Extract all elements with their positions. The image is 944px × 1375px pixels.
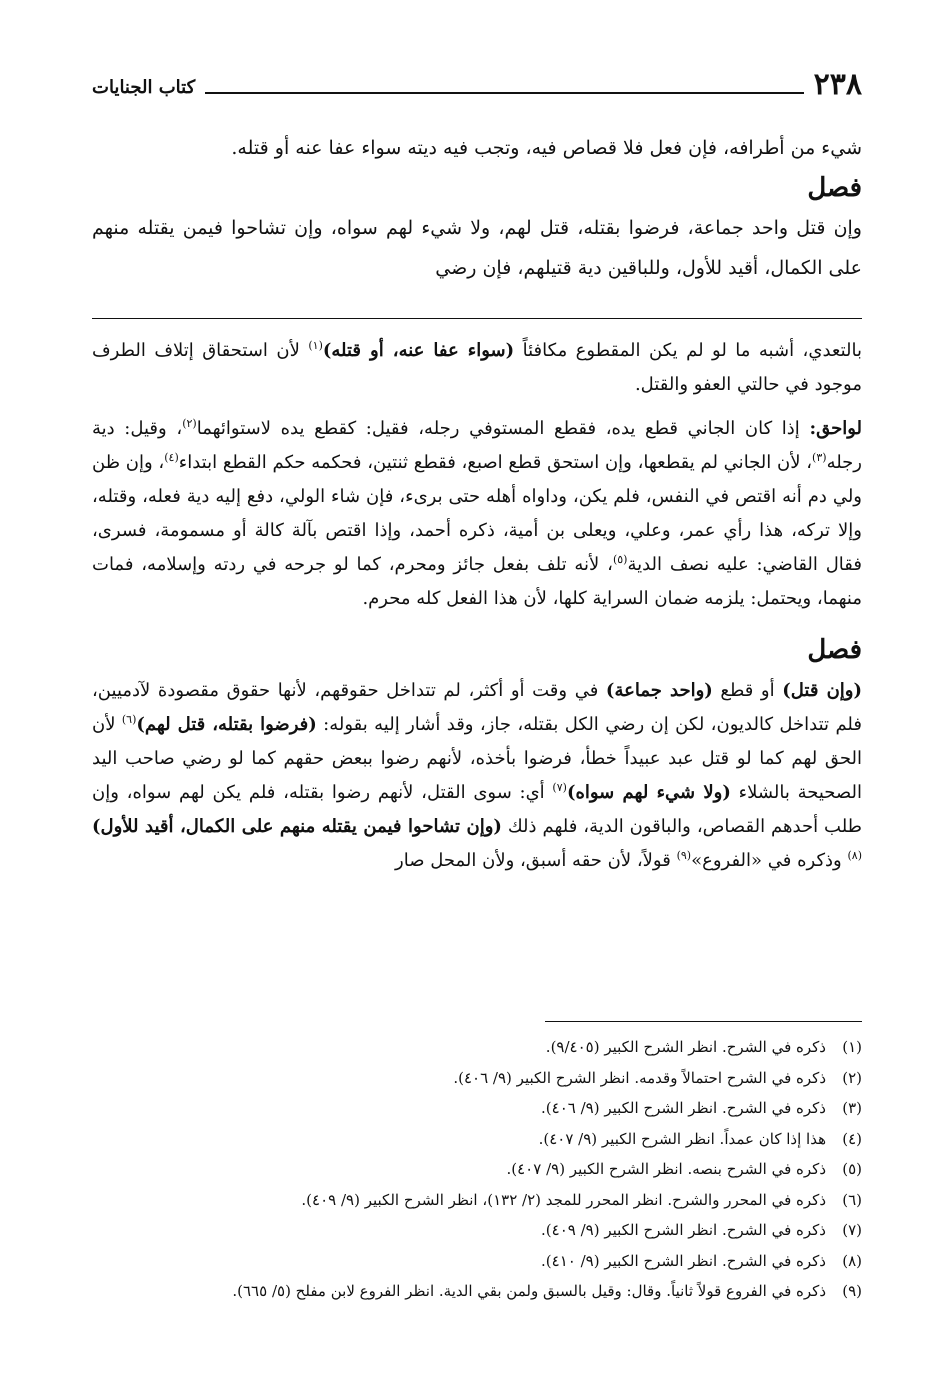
text-run: ، لأن الجاني لم يقطعها، وإن استحق قطع اصبع، فقطع ثنتين، فحكمه حكم القطع ابتداء: [178, 452, 813, 473]
text-run: ، لأنه تلف بفعل جائز ومحرم، كما لو جرحه في ردته وإسلامه، فمات منهما، ويحتمل: يلزمه ضمان السراية كلها، لأن هذا الفعل كله محرم.: [92, 554, 862, 609]
footnote-ref: (٥): [612, 553, 628, 566]
section-heading: [92, 168, 862, 208]
book-page: [92, 0, 862, 1375]
footnotes: [92, 1032, 862, 1307]
footnote-item: [92, 1154, 862, 1185]
footnote-number: (٤): [842, 1129, 862, 1148]
footnote-text: ذكره في الشرح احتمالاً وقدمه. انظر الشرح الكبير (٩/ ٤٠٦).: [453, 1068, 826, 1087]
matn-text: [92, 128, 862, 288]
text-run: وذكره في «الفروع»: [691, 850, 848, 871]
footnote-item: [92, 1032, 862, 1063]
commentary-paragraph: [92, 334, 862, 402]
footnote-text: هذا إذا كان عمداً. انظر الشرح الكبير (٩/ ٤٠٧).: [538, 1129, 826, 1148]
matn-sharh-divider: [92, 318, 862, 319]
page-number: ٢٣٨: [813, 67, 862, 102]
footnote-number: (٦): [842, 1190, 862, 1209]
footnote-number: (٧): [842, 1221, 862, 1239]
quoted-matn: (فرضوا بقتله، قتل لهم): [136, 714, 317, 735]
section-heading: [92, 630, 862, 670]
footnote-item: [92, 1124, 862, 1155]
header-rule: [205, 92, 803, 94]
quoted-matn: (وإن تشاحوا فيمن يقتله منهم على الكمال، أقيد للأول): [92, 816, 502, 837]
text-run: في وقت أو أكثر، لم تتداخل حقوقهم، لأنها حقوق مقصودة لآدميين، فلم تتداخل كالديون، لكن إن رضي الكل بقتله، جاز، وقد أشار إليه بقوله:: [92, 680, 862, 735]
footnote-text: ذكره في الشرح. انظر الشرح الكبير (٩/ ٤١٠).: [541, 1251, 826, 1270]
running-title: كتاب الجنايات: [92, 77, 196, 98]
footnote-text: ذكره في الشرح. انظر الشرح الكبير (٩/ ٤٠٦).: [541, 1099, 826, 1117]
footnote-ref: (٢): [182, 417, 197, 430]
text-run: أي: سوى القتل، لأنهم رضوا بقتله، فلم يكن لهم سواه، وإن طلب أحدهم القصاص، والباقون الدية، فلهم ذلك: [92, 782, 862, 837]
footnote-ref: (٤): [164, 451, 179, 464]
footnote-number: (٥): [842, 1160, 862, 1178]
matn-paragraph: وإن قتل واحد جماعة، فرضوا بقتله، قتل لهم، ولا شيء لهم سواه، وإن تشاحوا فيمن يقتله منهم على الكمال، أقيد للأول، وللباقين دية قتيلهم، فإن رضي: [92, 217, 862, 279]
footnote-item: [92, 1185, 862, 1216]
quoted-matn: (وإن قتل): [782, 680, 862, 701]
footnote-ref: (٨): [847, 849, 862, 862]
text-run: بالتعدي، أشبه ما لو لم يكن المقطوع مكافئاً: [514, 340, 862, 361]
commentary-paragraph: [92, 674, 862, 878]
text-run: قولاً، لأن حقه أسبق، ولأن المحل صار: [395, 850, 677, 871]
text-run: ، وإن ظن ولي دم أنه اقتص في النفس، فلم يكن، وداواه أهله حتى برىء، فإن شاء الولي، دفع إليه دية فعله، وقتله، وإلا تركه، هذا رأي عمر، وعلي، ويعلى بن أمية، ذكره أحمد، وإذا اقتص بآلة كالة أو مسمومة، فسرى، فقال القاضي: عليه نصف الدية: [92, 452, 862, 575]
commentary-paragraph: [92, 412, 862, 616]
text-run: إذا كان الجاني قطع يده، فقطع المستوفي رجله، فقيل: كقطع يده لاستوائهما: [196, 418, 810, 439]
commentary-text: [92, 334, 862, 878]
footnote-number: (٣): [842, 1099, 862, 1117]
text-run: لأن الحق لهم كما لو قتل عبد عبيداً خطأ، فرضوا بأخذه، لأنهم رضوا ببعض حقهم كما لو رضي صاحب اليد الصحيحة بالشلاء: [92, 714, 863, 803]
footnote-text: ذكره في المحرر والشرح. انظر المحرر للمجد (٢/ ١٣٢)، انظر الشرح الكبير (٩/ ٤٠٩).: [301, 1190, 826, 1209]
footnote-number: (١): [842, 1038, 862, 1056]
footnote-item: [92, 1276, 862, 1307]
footnote-item: [92, 1246, 862, 1277]
lawahiq-label: لواحق:: [809, 418, 863, 439]
page-header: [92, 60, 862, 104]
footnote-ref: (١): [308, 339, 323, 352]
footnote-ref: (٧): [552, 781, 567, 794]
text-run: أو قطع: [712, 680, 783, 701]
footnote-text: ذكره في الشرح بنصه. انظر الشرح الكبير (٩/ ٤٠٧).: [506, 1160, 826, 1178]
section-heading-text: فصل: [807, 173, 862, 203]
footnote-rule: [545, 1021, 862, 1022]
footnote-number: (٢): [842, 1068, 862, 1087]
footnote-item: [92, 1063, 862, 1094]
footnote-item: [92, 1215, 862, 1246]
footnote-number: (٨): [842, 1251, 862, 1270]
matn-line: شيء من أطرافه، فإن فعل فلا قصاص فيه، وتجب فيه ديته سواء عفا عنه أو قتله.: [231, 137, 862, 159]
quoted-matn: (واحد جماعة): [605, 680, 713, 701]
section-heading-text: فصل: [807, 635, 862, 665]
footnote-ref: (٦): [121, 713, 137, 726]
footnote-text: ذكره في الشرح. انظر الشرح الكبير (٩/ ٤٠٩).: [541, 1221, 826, 1239]
footnote-text: ذكره في الشرح. انظر الشرح الكبير (٩/٤٠٥).: [545, 1038, 826, 1056]
footnote-number: (٩): [842, 1282, 862, 1300]
footnote-item: [92, 1093, 862, 1124]
footnote-text: ذكره في الفروع قولاً ثانياً. وقال: وقيل بالسبق ولمن بقي الدية. انظر الفروع لابن مفلح (٥/ ٦٦٥).: [232, 1282, 826, 1300]
footnote-ref: (٩): [676, 849, 692, 862]
text-run: ، وقيل: دية رجله: [92, 418, 862, 473]
text-run: لأن استحقاق إتلاف الطرف موجود في حالتي العفو والقتل.: [92, 340, 862, 395]
footnote-ref: (٣): [812, 451, 827, 464]
quoted-matn: (سواء عفا عنه، أو قتله): [322, 340, 515, 361]
quoted-matn: (ولا شيء لهم سواه): [566, 782, 731, 803]
